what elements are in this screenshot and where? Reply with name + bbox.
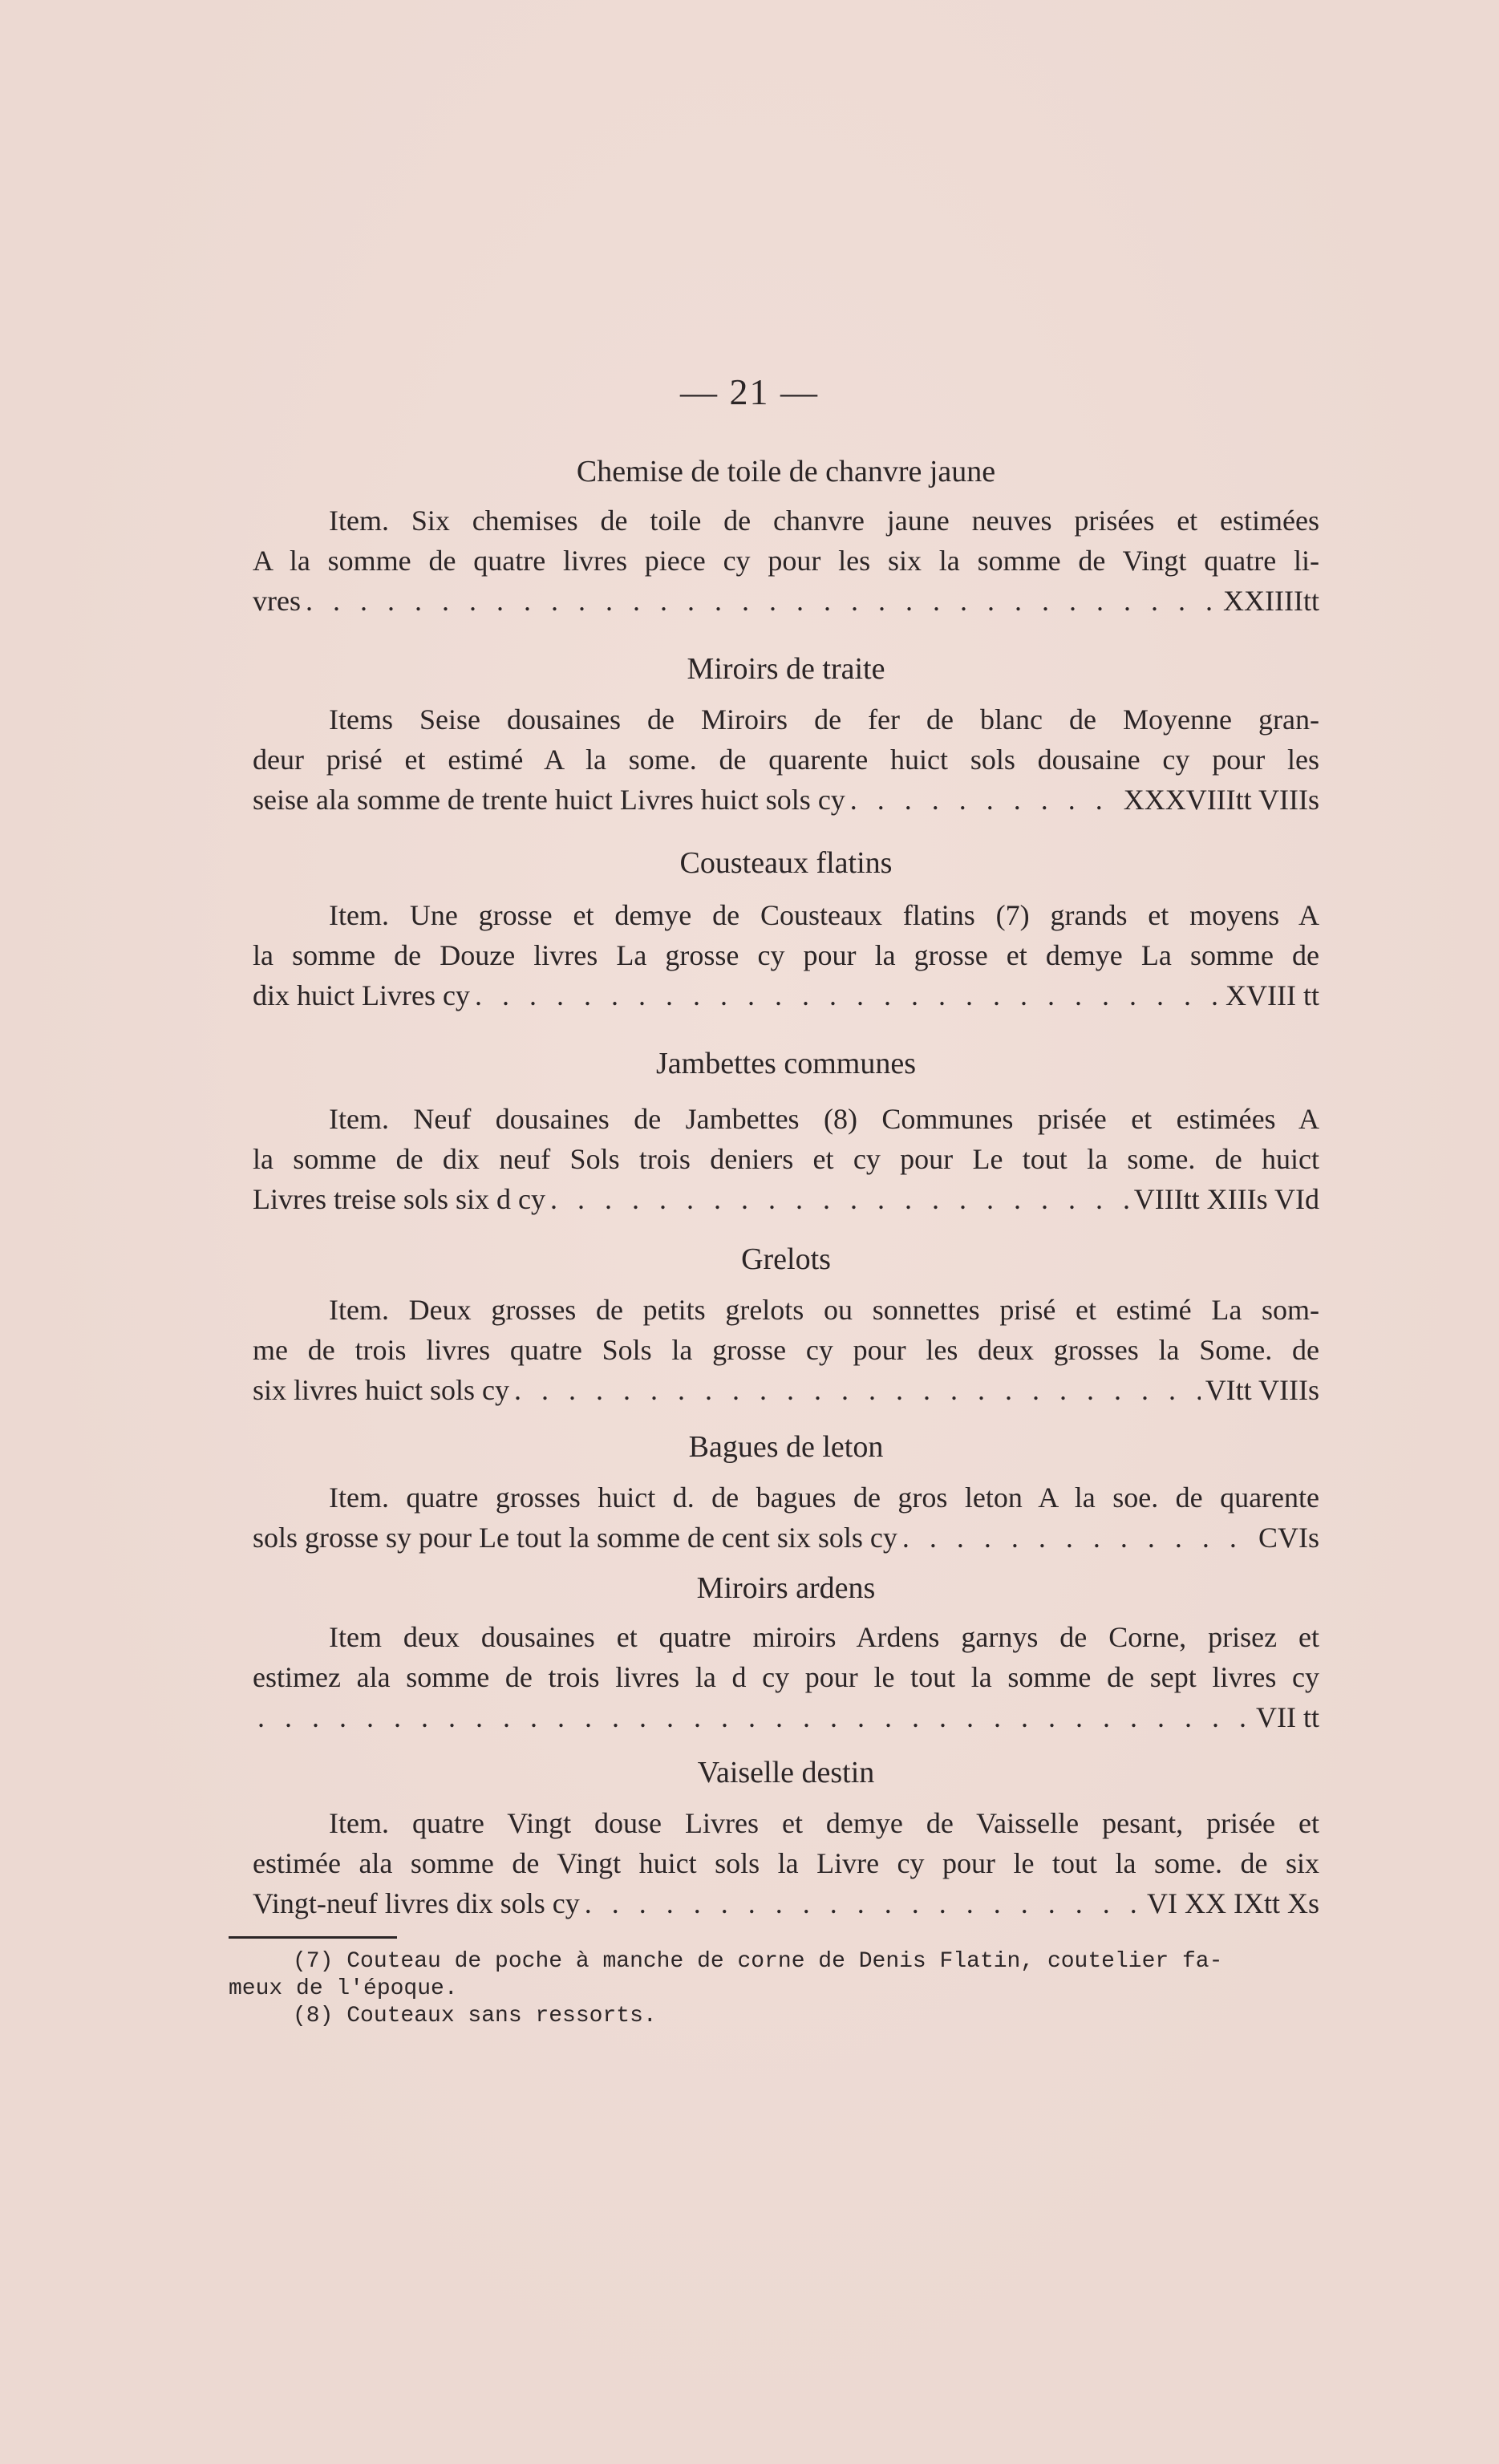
dot-leader [257,1700,1251,1734]
section-total-line [253,1886,1319,1920]
section-total-line [253,1182,1319,1216]
dot-leader [514,1373,1201,1407]
dot-leader [585,1886,1142,1920]
section-heading: Miroirs ardens [696,1571,876,1605]
section-heading: Miroirs de traite [687,652,885,686]
section-last-text: Livres treise sols six d cy [253,1183,545,1215]
section-amount: XXXVIIItt VIIIs [1123,784,1319,816]
section-heading: Cousteaux flatins [679,846,893,880]
section-text-line: Items Seise dousaines de Miroirs de fer de blanc de Moyenne gran- [329,703,1319,736]
section-total-line [253,584,1319,618]
section-miroirs-ardens [253,1570,1319,1763]
section-text-line: la somme de Douze livres La grosse cy pour la grosse et demye La somme de [253,939,1319,971]
section-text-line: Item. quatre grosses huict d. de bagues de gros leton A la soe. de quarente [329,1481,1319,1514]
section-bagues [253,1429,1319,1582]
section-jambettes [253,1046,1319,1238]
section-amount: CVIs [1258,1522,1319,1554]
section-total-line [253,783,1319,817]
dot-leader [550,1182,1129,1216]
section-heading: Bagues de leton [688,1430,884,1464]
section-heading: Jambettes communes [656,1047,916,1080]
section-text-line: me de trois livres quatre Sols la grosse cy pour les deux grosses la Some. de [253,1334,1319,1366]
section-total-line [253,1700,1319,1734]
section-last-text: sols grosse sy pour Le tout la somme de cent six sols cy [253,1522,897,1554]
section-text-line: Item. Six chemises de toile de chanvre jaune neuves prisées et estimées [329,505,1319,537]
footnote-8: (8) Couteaux sans ressorts. [293,2004,657,2028]
page-number: — 21 — [680,371,819,412]
dot-leader [306,584,1218,618]
section-last-text: Vingt-neuf livres dix sols cy [253,1887,580,1919]
section-text-line: Item. Neuf dousaines de Jambettes (8) Communes prisée et estimées A [329,1103,1319,1135]
section-total-line [253,1521,1319,1554]
dot-leader [850,783,1119,817]
section-text-line: deur prisé et estimé A la some. de quarente huict sols dousaine cy pour les [253,744,1319,776]
section-cousteaux [253,845,1319,1038]
section-amount: XVIII tt [1226,979,1319,1011]
section-last-text: seise ala somme de trente huict Livres huict sols cy [253,784,845,816]
section-total-line [253,1373,1319,1407]
section-last-text: vres [253,585,301,617]
section-amount: VI XX IXtt Xs [1147,1887,1319,1919]
section-text-line: estimez ala somme de trois livres la d cy pour le tout la somme de sept livres cy [253,1661,1319,1693]
section-text-line: Item. Une grosse et demye de Cousteaux flatins (7) grands et moyens A [329,899,1319,931]
section-amount: VII tt [1256,1701,1319,1733]
section-last-text: six livres huict sols cy [253,1374,509,1406]
section-text-line: Item deux dousaines et quatre miroirs Ardens garnys de Corne, prisez et [329,1621,1319,1653]
section-heading: Chemise de toile de chanvre jaune [576,455,996,488]
section-vaiselle [253,1755,1319,1947]
section-amount: VIIItt XIIIs VId [1133,1183,1319,1215]
section-amount: VItt VIIIs [1205,1374,1319,1406]
section-heading: Vaiselle destin [697,1756,875,1789]
footnote-7-continued: meux de l'époque. [229,1976,458,2001]
section-grelots [253,1242,1319,1434]
footnote-7: (7) Couteau de poche à manche de corne de Denis Flatin, coutelier fa- [293,1949,1223,1974]
section-heading: Grelots [741,1242,831,1276]
footnote-divider [229,1936,397,1939]
section-chemise [253,454,1319,646]
section-text-line: Item. quatre Vingt douse Livres et demye de Vaisselle pesant, prisée et [329,1807,1319,1839]
dot-leader [475,979,1221,1012]
section-last-text: dix huict Livres cy [253,979,470,1011]
section-total-line [253,979,1319,1012]
section-text-line: Item. Deux grosses de petits grelots ou sonnettes prisé et estimé La som- [329,1294,1319,1326]
footnotes [229,1949,1327,2037]
section-text-line: A la somme de quatre livres piece cy pour les six la somme de Vingt quatre li- [253,545,1319,577]
section-text-line: la somme de dix neuf Sols trois deniers et cy pour Le tout la some. de huict [253,1143,1319,1175]
dot-leader [902,1521,1254,1554]
section-text-line: estimée ala somme de Vingt huict sols la Livre cy pour le tout la some. de six [253,1847,1319,1879]
section-amount: XXIIIItt [1223,585,1319,617]
section-miroirs-traite [253,651,1319,844]
